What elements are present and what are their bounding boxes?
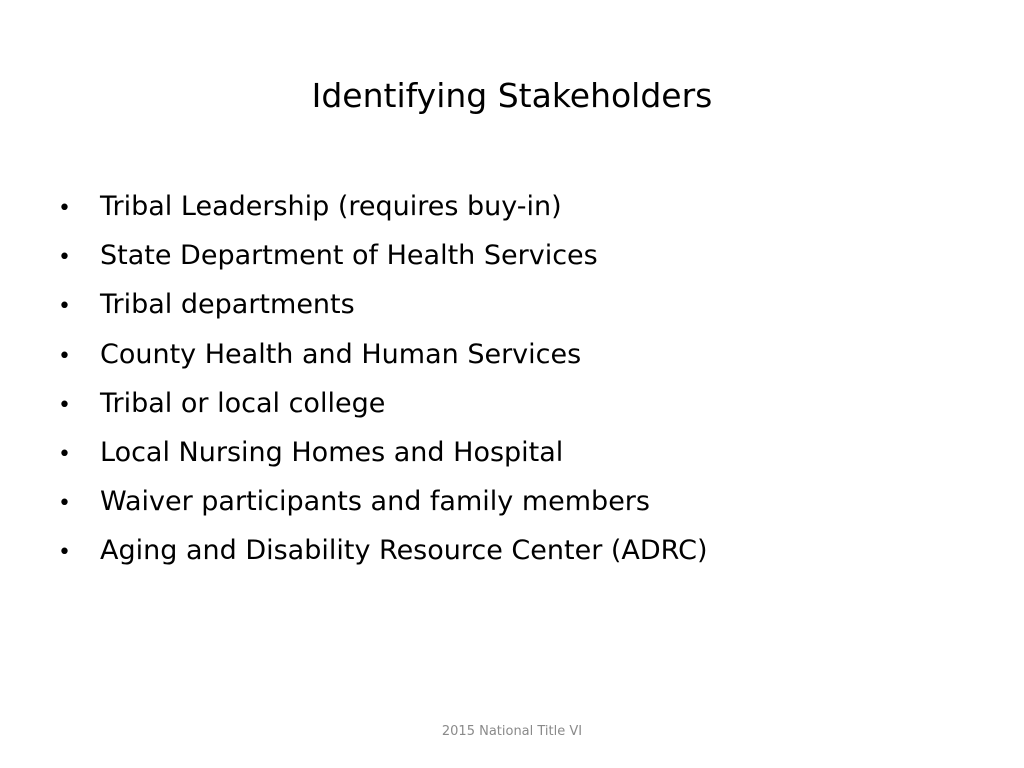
bullet-item: [58, 379, 978, 428]
bullet-icon: •: [58, 540, 71, 566]
slide-footer: 2015 National Title VI: [441, 724, 583, 739]
bullet-text: Aging and Disability Resource Center (ADRC): [100, 535, 708, 567]
bullet-item: [58, 526, 978, 575]
bullet-icon: •: [58, 196, 71, 221]
bullet-item: [58, 477, 978, 526]
bullet-icon: •: [58, 491, 71, 517]
bullet-text: State Department of Health Services: [100, 240, 598, 272]
bullet-icon: •: [58, 245, 71, 271]
bullet-item: [58, 330, 978, 379]
bullet-text: Waiver participants and family members: [100, 486, 650, 518]
bullet-text: Tribal Leadership (requires buy-in): [100, 191, 562, 222]
bullet-text: Tribal departments: [100, 289, 355, 321]
bullet-item: [58, 231, 978, 280]
bullet-item: [58, 428, 978, 477]
bullet-text: Local Nursing Homes and Hospital: [100, 436, 564, 468]
bullet-icon: •: [58, 343, 71, 369]
bullet-item: [58, 280, 978, 329]
bullet-icon: •: [58, 294, 71, 320]
slide-title: Identifying Stakeholders: [311, 76, 713, 115]
bullet-list: [58, 182, 978, 576]
bullet-text: County Health and Human Services: [100, 338, 582, 370]
bullet-text: Tribal or local college: [100, 387, 386, 419]
bullet-icon: •: [58, 392, 71, 418]
bullet-item: [58, 182, 978, 231]
bullet-icon: •: [58, 441, 71, 467]
